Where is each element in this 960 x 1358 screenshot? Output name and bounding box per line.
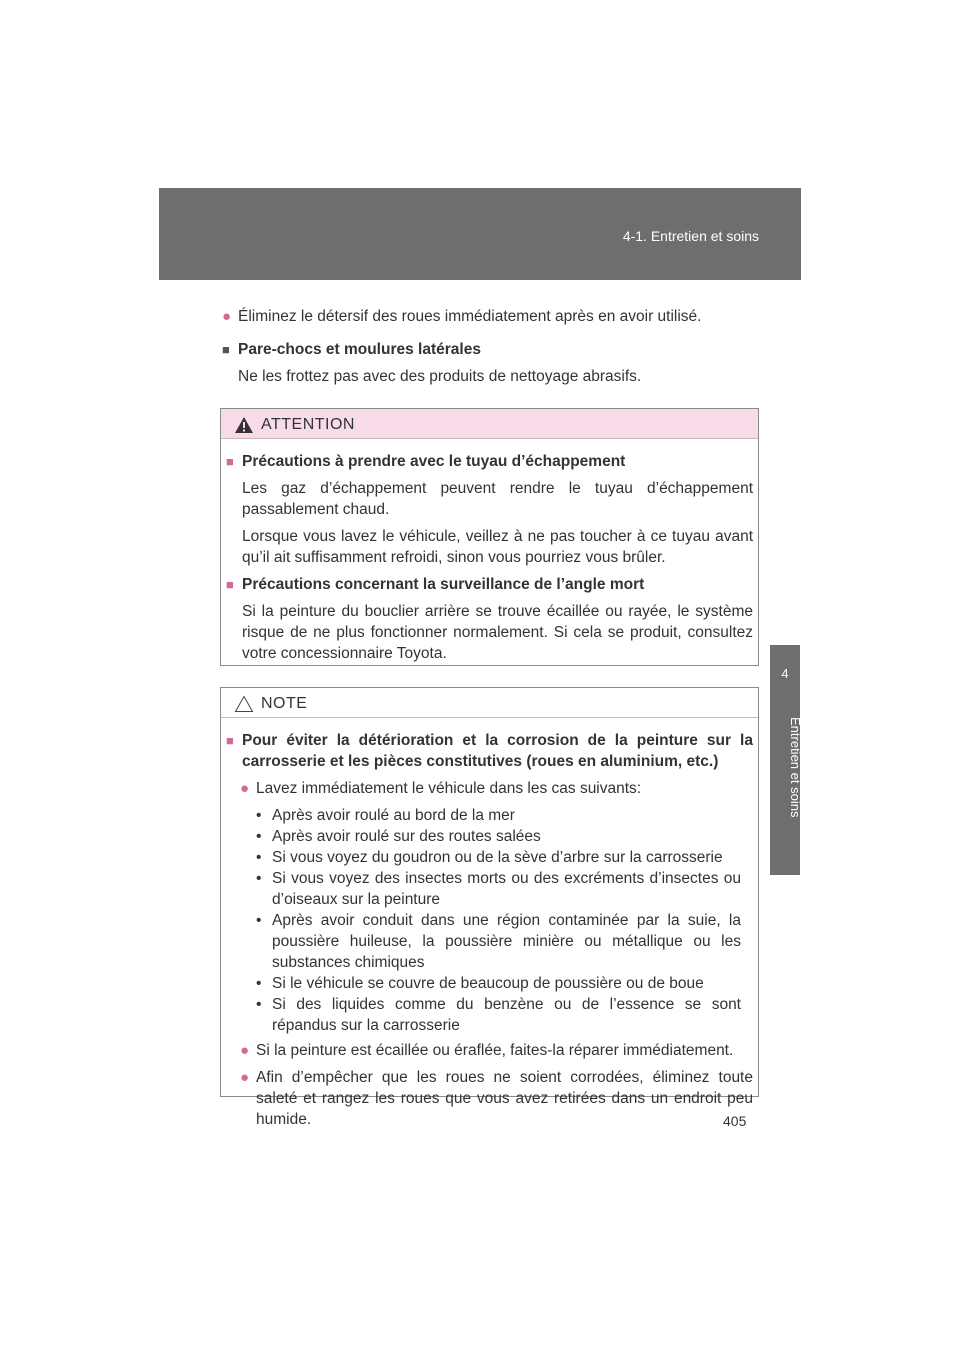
caution-outline-icon	[234, 695, 254, 713]
warning-triangle-icon	[234, 416, 254, 434]
list-item-text: Si vous voyez du goudron ou de la sève d’arbre sur la carrosserie	[272, 849, 723, 866]
bullet-dot-icon: ●	[240, 780, 250, 797]
list-item-text: Après avoir roulé sur des routes salées	[272, 828, 541, 845]
intro-heading-text: Pare-chocs et moulures latérales	[238, 341, 481, 358]
intro-bullet-text: Éliminez le détersif des roues immédiatement après en avoir utilisé.	[238, 308, 702, 325]
list-item: • Si des liquides comme du benzène ou de l’essence se sont répandus sur la carrosserie	[256, 996, 741, 1034]
square-bullet-icon: ■	[226, 733, 234, 748]
attention-box	[220, 408, 759, 666]
note-item	[226, 778, 753, 799]
attention-section-1-title: Précautions à prendre avec le tuyau d’échappement	[242, 453, 626, 470]
chapter-number: 4	[781, 666, 789, 681]
list-item-text: Après avoir roulé au bord de la mer	[272, 807, 515, 824]
chapter-label: Entretien et soins	[788, 717, 803, 818]
attention-header	[221, 409, 758, 439]
list-item: • Après avoir conduit dans une région contaminée par la suie, la poussière huileuse, la poussière minière ou métallique ou les substances chimiques	[256, 912, 741, 971]
note-body	[221, 718, 758, 1130]
attention-paragraph: Si la peinture du bouclier arrière se trouve écaillée ou rayée, le système risque de ne plus fonctionner normalement. Si cela se produit, consultez votre concessionnaire Toyota.	[242, 603, 753, 662]
chapter-tab	[770, 705, 803, 875]
note-header	[221, 688, 758, 718]
attention-body	[221, 439, 758, 664]
list-item: • Si vous voyez des insectes morts ou des excréments d’insectes ou d’oiseaux sur la peinture	[256, 870, 741, 908]
list-item: • Si vous voyez du goudron ou de la sève d’arbre sur la carrosserie	[256, 849, 723, 866]
list-item-text: Si vous voyez des insectes morts ou des excréments d’insectes ou d’oiseaux sur la peinture	[272, 870, 741, 908]
note-section-title: Pour éviter la détérioration et la corrosion de la peinture sur la carrosserie et les pièces constitutives (roues en aluminium, etc.)	[242, 732, 753, 770]
attention-paragraph: Les gaz d’échappement peuvent rendre le tuyau d’échappement passablement chaud.	[242, 480, 753, 518]
list-item-text: Si le véhicule se couvre de beaucoup de poussière ou de boue	[272, 975, 704, 992]
square-bullet-icon: ■	[226, 454, 234, 469]
attention-section-1-heading	[226, 451, 753, 472]
intro-bullet	[222, 306, 762, 327]
list-item-text: Après avoir conduit dans une région contaminée par la suie, la poussière huileuse, la poussière minière ou métallique ou les substances chimiques	[272, 912, 741, 971]
attention-section-2-heading	[226, 574, 753, 595]
bullet-dot-icon: ●	[240, 1042, 250, 1059]
note-item-text: Si la peinture est écaillée ou éraflée, faites-la réparer immédiatement.	[256, 1042, 734, 1059]
intro-text: Ne les frottez pas avec des produits de nettoyage abrasifs.	[238, 368, 642, 385]
note-dash-list	[226, 805, 753, 1036]
intro-heading	[222, 339, 762, 360]
bullet-dot-icon: ●	[240, 1069, 250, 1086]
page-number: 405	[723, 1113, 747, 1129]
note-item	[226, 1040, 753, 1061]
attention-paragraph: Lorsque vous lavez le véhicule, veillez à ne pas toucher à ce tuyau avant qu’il ait suffisamment refroidi, sinon vous pourriez vous brûler.	[242, 528, 753, 566]
header-band	[159, 188, 801, 280]
note-item	[226, 1067, 753, 1130]
note-item-text: Afin d’empêcher que les roues ne soient corrodées, éliminez toute saleté et rangez les roues que vous avez retirées dans un endroit peu humide.	[256, 1069, 753, 1128]
list-item: • Si le véhicule se couvre de beaucoup de poussière ou de boue	[256, 975, 704, 992]
chapter-tab-number	[770, 645, 800, 705]
square-bullet-icon: ■	[226, 577, 234, 592]
attention-section-2-title: Précautions concernant la surveillance de l’angle mort	[242, 576, 645, 593]
list-item-text: Si des liquides comme du benzène ou de l’essence se sont répandus sur la carrosserie	[272, 996, 741, 1034]
bullet-dot-icon: ●	[222, 308, 232, 325]
note-title: NOTE	[261, 695, 308, 712]
note-section-heading	[226, 730, 753, 772]
intro-section	[222, 306, 762, 387]
attention-title: ATTENTION	[261, 416, 355, 433]
note-item-text: Lavez immédiatement le véhicule dans les cas suivants:	[256, 780, 642, 797]
list-item: • Après avoir roulé sur des routes salées	[256, 828, 541, 845]
section-title: 4-1. Entretien et soins	[622, 228, 759, 244]
list-item: • Après avoir roulé au bord de la mer	[256, 807, 515, 824]
square-bullet-icon: ■	[222, 342, 230, 357]
